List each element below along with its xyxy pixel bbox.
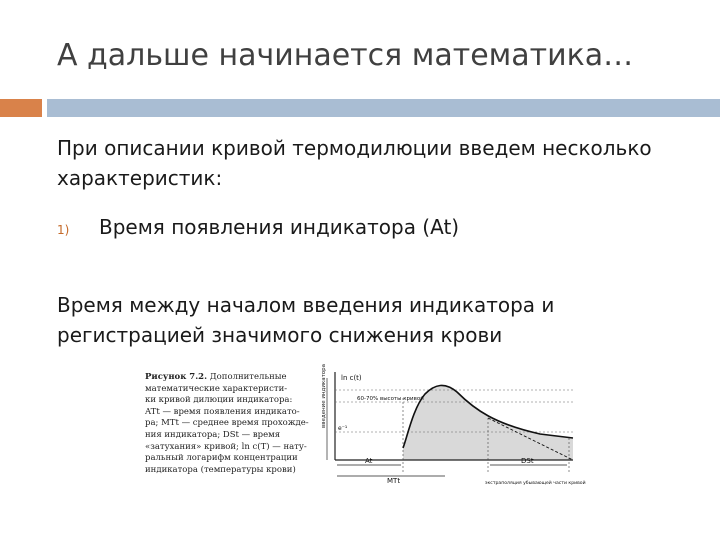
caption-line: математические характеристи- xyxy=(145,383,288,394)
dilution-curve-diagram xyxy=(145,363,586,490)
caption-line: Дополнительные xyxy=(209,372,287,382)
list-item-label: Время появления индикатора (At) xyxy=(99,215,460,239)
accent-bar-blue xyxy=(47,99,720,117)
at-label: At xyxy=(365,457,373,465)
body-paragraph: Время между началом введения индикатора и регистрацией значимого снижения крови xyxy=(57,293,555,347)
intro-paragraph: При описании кривой термодилюции введем несколько характеристик: xyxy=(57,136,652,190)
caption-line: ния индикатора; DSt — время xyxy=(145,429,281,440)
band-label: 60-70% высоты кривой xyxy=(357,396,424,402)
slide-title: А дальше начинается математика… xyxy=(57,38,634,73)
e-label: e⁻¹ xyxy=(338,425,348,432)
mtt-label: MTt xyxy=(387,477,401,485)
accent-bar-orange xyxy=(0,99,42,117)
caption-line: «затухания» кривой; ln c(T) — нату- xyxy=(145,441,307,452)
caption-line: ральный логарифм концентрации xyxy=(145,453,298,464)
y-side-label: введение индикатора xyxy=(321,363,327,428)
extrapolation-label: экстраполяция убывающей части кривой xyxy=(485,481,586,486)
caption-line: индикатора (температуры крови) xyxy=(145,464,296,475)
caption-line: ATt — время появления индикато- xyxy=(145,406,300,417)
caption-head: Рисунок 7.2. xyxy=(145,372,208,382)
caption-line: ра; MTt — среднее время прохожде- xyxy=(145,418,309,429)
y-axis-label: ln c(t) xyxy=(341,374,362,382)
dst-label: DSt xyxy=(521,457,534,465)
figure xyxy=(145,363,586,490)
caption-line: ки кривой дилюции индикатора: xyxy=(145,395,293,406)
list-number: 1) xyxy=(57,223,70,237)
list-item xyxy=(57,212,459,245)
